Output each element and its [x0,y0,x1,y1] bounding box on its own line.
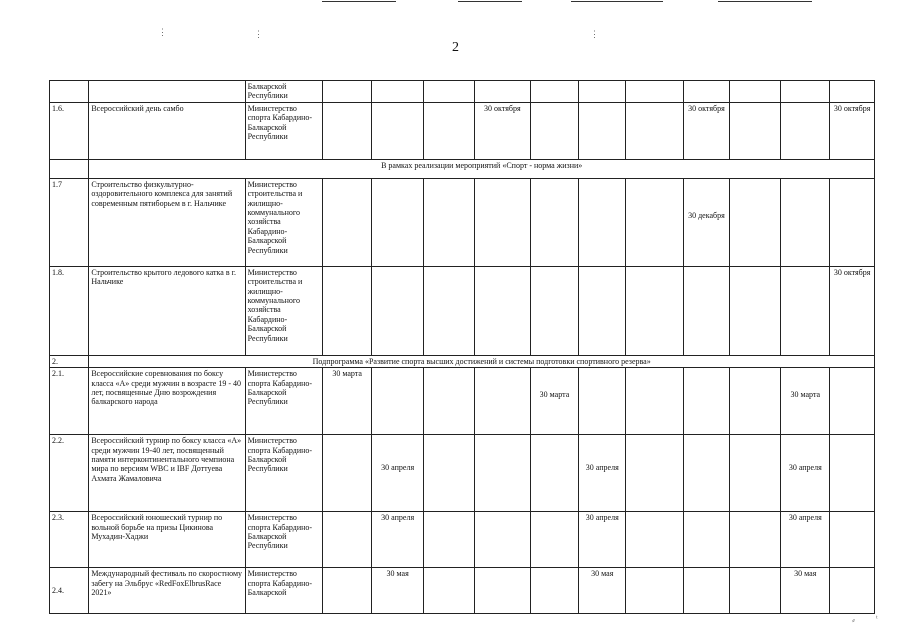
table-row [50,435,875,512]
section-title: Подпрограмма «Развитие спорта высших достижений и системы подготовки спортивного резерва» [89,355,875,367]
event-name: Строительство крытого ледового катка в г. Нальчике [89,266,245,355]
row-number: 2. [50,355,89,367]
deadline-date: 30 марта [781,368,830,435]
row-number: 1.6. [50,102,89,159]
scan-speck: ⸗ [852,615,855,625]
organizer: Министерство спорта Кабардино-Балкарской Республики [245,102,323,159]
event-name: Всероссийский юношеский турнир по вольной борьбе на призы Цикинова Мухадин-Хаджи [89,512,245,568]
organizer: Министерство спорта Кабардино-Балкарской Республики [245,512,323,568]
event-name: Международный фестиваль по скоростному забегу на Эльбрус «RedFoxElbrusRace 2021» [89,568,245,614]
scan-speck: ᵗ [876,613,878,623]
table-row [50,368,875,435]
scan-line [322,1,396,2]
deadline-date: 30 мая [579,568,626,614]
scan-speck: ⋮ [590,29,599,39]
scan-speck: ⋮ [254,29,263,39]
deadline-date: 30 марта [323,368,372,435]
deadline-date: 30 октября [475,102,530,159]
organizer: Министерство спорта Кабардино-Балкарской [245,568,323,614]
event-name: Всероссийские соревнования по боксу класса «А» среди мужчин в возрасте 19 - 40 лет, посвященные Дню возрождения балкарского народа [89,368,245,435]
row-number: 2.2. [50,435,89,512]
scan-speck: ⋮ [158,27,167,37]
deadline-date: 30 марта [530,368,579,435]
organizer: Министерство строительства и жилищно-коммунального хозяйства Кабардино-Балкарской Республики [245,178,323,266]
event-name [89,81,245,103]
organizer: Министерство строительства и жилищно-коммунального хозяйства Кабардино-Балкарской Республики [245,266,323,355]
deadline-date: 30 октября [830,102,875,159]
scan-line [718,1,812,2]
organizer: Министерство спорта Кабардино-Балкарской Республики [245,368,323,435]
section-title: В рамках реализации мероприятий «Спорт - норма жизни» [89,159,875,178]
section-row [50,355,875,367]
deadline-date: 30 апреля [579,435,626,512]
table-row [50,512,875,568]
row-number: 2.1. [50,368,89,435]
table-row [50,178,875,266]
table-row [50,81,875,103]
row-number: 2.4. [50,568,89,614]
deadline-date: 30 апреля [781,435,830,512]
deadline-date: 30 мая [781,568,830,614]
row-number: 2.3. [50,512,89,568]
event-name: Строительство физкультурно-оздоровительного комплекса для занятий современным пятиборьем в г. Нальчике [89,178,245,266]
events-table [49,80,875,614]
section-row [50,159,875,178]
page-number: 2 [452,40,459,55]
deadline-date: 30 апреля [372,435,424,512]
deadline-date: 30 декабря [683,178,730,266]
table-row [50,568,875,614]
organizer: Министерство спорта Кабардино-Балкарской Республики [245,435,323,512]
event-name: Всероссийский турнир по боксу класса «А» среди мужчин 19-40 лет, посвященный памяти интерконтинентального чемпиона мира по версиям WBC и IBF Доттуева Ахмата Жамаловича [89,435,245,512]
deadline-date: 30 апреля [372,512,424,568]
table-row [50,266,875,355]
deadline-date: 30 апреля [781,512,830,568]
deadline-date: 30 мая [372,568,424,614]
event-name: Всероссийский день самбо [89,102,245,159]
row-number: 1.8. [50,266,89,355]
row-number [50,81,89,103]
deadline-date: 30 апреля [579,512,626,568]
scan-line [571,1,663,2]
scan-line [458,1,522,2]
deadline-date: 30 октября [683,102,730,159]
row-number: 1.7 [50,178,89,266]
deadline-date: 30 октября [830,266,875,355]
organizer: Балкарской Республики [245,81,323,103]
table-row [50,102,875,159]
